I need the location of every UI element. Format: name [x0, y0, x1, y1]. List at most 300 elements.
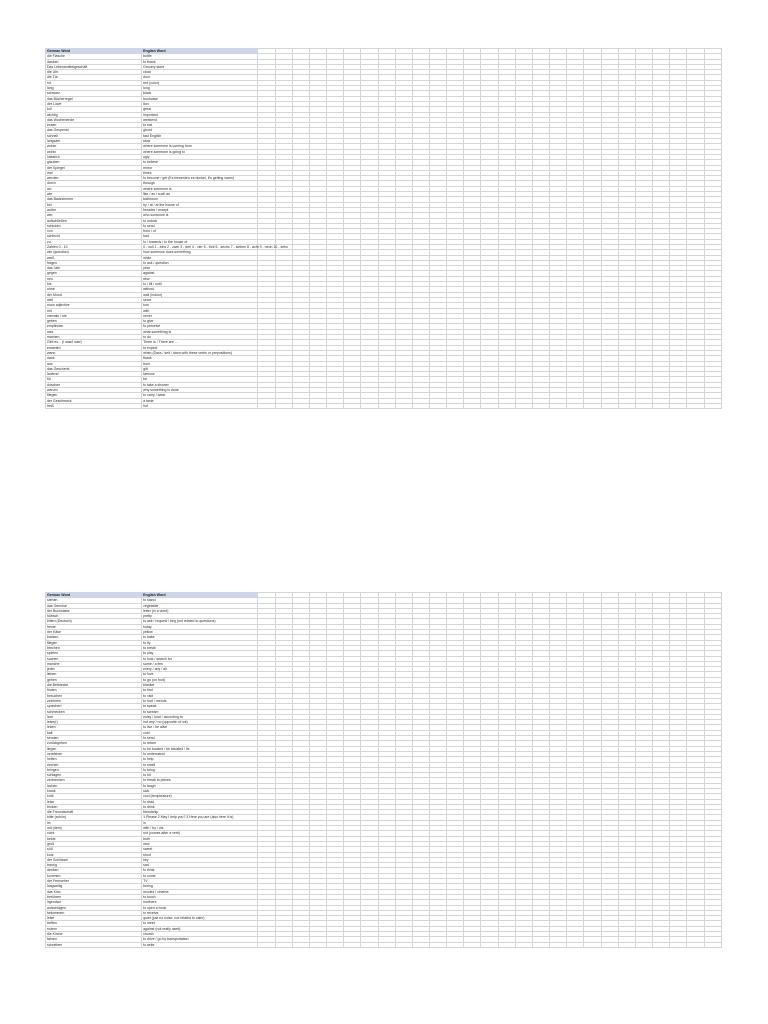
german-word-cell: zerbrechen — [46, 778, 142, 783]
english-word-cell: TV — [142, 879, 258, 884]
german-word-cell: durch — [46, 181, 142, 186]
german-word-cell: nicht — [46, 831, 142, 836]
english-word-cell: sad — [142, 863, 258, 868]
english-word-cell: to ask / question — [142, 260, 258, 265]
german-word-cell: gegen — [46, 271, 142, 276]
german-word-cell: lieben — [46, 672, 142, 677]
german-word-cell: besuchen — [46, 693, 142, 698]
english-word-cell: boring — [142, 884, 258, 889]
empty-cell — [584, 942, 601, 947]
german-word-cell: glauben — [46, 160, 142, 165]
german-word-cell: wichtig — [46, 112, 142, 117]
german-word-cell: ohne — [46, 287, 142, 292]
english-word-cell: to / towards / to the house of — [142, 239, 258, 244]
german-word-cell: fliegen — [46, 393, 142, 398]
german-word-cell: bitte (schön) — [46, 815, 142, 820]
empty-cell — [670, 942, 687, 947]
empty-cell — [687, 942, 704, 947]
german-word-cell: duschen — [46, 382, 142, 387]
german-word-cell: schwarz — [46, 91, 142, 96]
empty-cell — [344, 942, 361, 947]
german-word-cell: der Buchstabe — [46, 608, 142, 613]
english-word-cell: clock — [142, 70, 258, 75]
english-word-cell: short — [142, 852, 258, 857]
english-word-cell: to break to pieces — [142, 778, 258, 783]
german-word-cell: zeichnen — [46, 698, 142, 703]
english-word-cell: to hurt / mends — [142, 698, 258, 703]
german-word-cell: mit (dem) — [46, 826, 142, 831]
german-word-cell: rot — [46, 80, 142, 85]
english-word-cell: a taste — [142, 398, 258, 403]
header-english-word: English Word — [142, 49, 258, 54]
empty-cell — [292, 403, 309, 408]
english-word-cell: besides / except — [142, 207, 258, 212]
german-word-cell: im — [46, 820, 142, 825]
empty-cell — [550, 403, 567, 408]
german-word-cell: noun adjective — [46, 303, 142, 308]
german-word-cell: brechen — [46, 645, 142, 650]
german-word-cell: danken — [46, 59, 142, 64]
german-word-cell: laut — [46, 714, 142, 719]
english-word-cell: to meet — [142, 921, 258, 926]
german-word-cell: finden — [46, 688, 142, 693]
empty-cell — [412, 403, 429, 408]
german-word-cell: geben — [46, 319, 142, 324]
german-word-cell: senden — [46, 736, 142, 741]
english-word-cell: to smell — [142, 762, 258, 767]
empty-cell — [464, 403, 481, 408]
german-word-cell: neu — [46, 276, 142, 281]
german-word-cell: die Flasche — [46, 54, 142, 59]
german-word-cell: riechen — [46, 762, 142, 767]
english-word-cell: both — [142, 836, 258, 841]
empty-cell — [687, 403, 704, 408]
table-row — [46, 403, 722, 408]
english-word-cell: to unlock — [142, 218, 258, 223]
german-word-cell: jeder — [46, 667, 142, 672]
english-word-cell: long — [142, 86, 258, 91]
english-word-cell: who someone is — [142, 213, 258, 218]
german-word-cell: bitten (Deutsch) — [46, 619, 142, 624]
english-word-cell: to take a shower — [142, 382, 258, 387]
english-word-cell: why something is done — [142, 388, 258, 393]
german-word-cell: die Uhr — [46, 70, 142, 75]
english-word-cell: to bake — [142, 635, 258, 640]
german-word-cell: das Bücherregal — [46, 96, 142, 101]
german-word-cell: dank — [46, 356, 142, 361]
empty-cell — [481, 942, 498, 947]
empty-cell — [395, 942, 412, 947]
german-word-cell: wann — [46, 350, 142, 355]
english-word-cell: to thank — [142, 59, 258, 64]
english-word-cell: to find — [142, 688, 258, 693]
german-word-cell: lang — [46, 86, 142, 91]
english-word-cell: every / any / all — [142, 667, 258, 672]
german-word-cell: gehen — [46, 677, 142, 682]
german-word-cell: bringen — [46, 767, 142, 772]
english-word-cell: to come — [142, 873, 258, 878]
english-word-cell: tom — [142, 303, 258, 308]
english-word-cell: bookcase — [142, 96, 258, 101]
english-word-cell: to drink — [142, 804, 258, 809]
german-word-cell: werden — [46, 176, 142, 181]
german-word-cell: zurückgeben — [46, 741, 142, 746]
english-word-cell: letter (in a word) — [142, 608, 258, 613]
german-word-cell: bis — [46, 282, 142, 287]
german-word-cell: groß — [46, 841, 142, 846]
german-word-cell: das Jahr — [46, 266, 142, 271]
german-word-cell: wer — [46, 213, 142, 218]
german-word-cell: der Käse — [46, 630, 142, 635]
english-word-cell: new — [142, 841, 258, 846]
english-word-cell: since — [142, 297, 258, 302]
english-word-cell: Grocery store — [142, 64, 258, 69]
english-word-cell: cool (temperature) — [142, 794, 258, 799]
german-word-cell: denken — [46, 868, 142, 873]
empty-cell — [550, 942, 567, 947]
german-word-cell: toll — [46, 107, 142, 112]
german-word-cell: wie — [46, 192, 142, 197]
empty-cell — [275, 942, 292, 947]
english-word-cell: without — [142, 287, 258, 292]
empty-cell — [327, 403, 344, 408]
english-word-cell: yellow — [142, 630, 258, 635]
empty-cell — [447, 403, 464, 408]
header-german-word: German Word — [46, 49, 142, 54]
english-word-cell: where someone is — [142, 186, 258, 191]
english-word-cell: against — [142, 271, 258, 276]
english-word-cell: important — [142, 112, 258, 117]
german-word-cell: der Mond — [46, 292, 142, 297]
empty-cell — [670, 403, 687, 408]
empty-cell — [498, 403, 515, 408]
english-word-cell: sick — [142, 788, 258, 793]
english-word-cell: with / by / via — [142, 826, 258, 831]
english-word-cell: bottle — [142, 54, 258, 59]
table-row — [46, 942, 722, 947]
german-word-cell: berühren — [46, 894, 142, 899]
german-word-cell: die Tür — [46, 75, 142, 80]
german-word-cell: leise(r) — [46, 720, 142, 725]
english-word-cell: to carry / wear — [142, 393, 258, 398]
empty-cell — [515, 403, 532, 408]
german-word-cell: heiß — [46, 403, 142, 408]
english-word-cell: when (Dass / seit / dann with these verbs or prepositions) — [142, 350, 258, 355]
english-word-cell: mirror — [142, 165, 258, 170]
empty-cell — [344, 403, 361, 408]
german-word-cell: fliegen — [46, 640, 142, 645]
english-word-cell: through — [142, 181, 258, 186]
english-word-cell: ghost — [142, 128, 258, 133]
english-word-cell: in — [142, 820, 258, 825]
german-word-cell: wo — [46, 186, 142, 191]
english-word-cell: to think — [142, 868, 258, 873]
empty-cell — [498, 942, 515, 947]
german-word-cell: helfen — [46, 757, 142, 762]
english-word-cell: to believe — [142, 160, 258, 165]
german-word-cell: langweilig — [46, 884, 142, 889]
german-word-cell: lachen — [46, 783, 142, 788]
empty-cell — [532, 942, 549, 947]
empty-cell — [653, 403, 670, 408]
header-german-word: German Word — [46, 593, 142, 598]
english-word-cell: bad — [142, 234, 258, 239]
german-word-cell: Zahlen 0 - 10 — [46, 244, 142, 249]
english-word-cell: pretty — [142, 614, 258, 619]
german-word-cell: von — [46, 229, 142, 234]
empty-cell — [584, 403, 601, 408]
english-word-cell: by / at / at the house of — [142, 202, 258, 207]
english-word-cell: to expect — [142, 345, 258, 350]
empty-cell — [378, 942, 395, 947]
german-word-cell: backen — [46, 635, 142, 640]
empty-cell — [532, 403, 549, 408]
german-word-cell: der Schlüssel — [46, 857, 142, 862]
english-word-cell: to play — [142, 651, 258, 656]
english-word-cell: door — [142, 75, 258, 80]
english-word-cell: new — [142, 276, 258, 281]
german-word-cell: irgendwo — [46, 900, 142, 905]
empty-cell — [464, 942, 481, 947]
english-word-cell: friendship — [142, 810, 258, 815]
english-word-cell: to touch — [142, 894, 258, 899]
english-word-cell: to perceive — [142, 324, 258, 329]
german-word-cell: der Geschmack — [46, 398, 142, 403]
german-word-cell: schlecht — [46, 234, 142, 239]
german-word-cell: was — [46, 329, 142, 334]
english-word-cell: against (not really used) — [142, 926, 258, 931]
english-word-cell: for — [142, 377, 258, 382]
english-word-cell: white — [142, 255, 258, 260]
english-word-cell: wall (indoor) — [142, 292, 258, 297]
english-word-cell: to look / search for — [142, 656, 258, 661]
german-word-cell: kalt — [46, 730, 142, 735]
english-word-cell: to become / get (Es bewerden es dunkel, it's getting warm) — [142, 176, 258, 181]
empty-cell — [361, 942, 378, 947]
german-word-cell: die Kirche — [46, 932, 142, 937]
empty-cell — [447, 942, 464, 947]
german-word-cell: manche — [46, 661, 142, 666]
empty-cell — [635, 403, 652, 408]
german-word-cell: leise — [46, 916, 142, 921]
empty-cell — [395, 403, 412, 408]
german-word-cell: schnell — [46, 133, 142, 138]
german-word-cell: weil — [46, 297, 142, 302]
english-word-cell: to love — [142, 672, 258, 677]
german-word-cell: hässlich — [46, 154, 142, 159]
english-word-cell: to drive / go by transportation — [142, 937, 258, 942]
german-word-cell: sprechen — [46, 704, 142, 709]
english-word-cell: weekend — [142, 117, 258, 122]
german-word-cell: kühl — [46, 794, 142, 799]
german-word-cell: woher — [46, 144, 142, 149]
german-word-cell: stehen — [46, 598, 142, 603]
german-word-cell: die Bettdecke — [46, 683, 142, 688]
empty-cell — [412, 942, 429, 947]
english-word-cell: to ask / request / beg (not related to questions) — [142, 619, 258, 624]
english-word-cell: to scream — [142, 709, 258, 714]
header-english-word: English Word — [142, 593, 258, 598]
english-word-cell: to live / be alive — [142, 725, 258, 730]
german-word-cell: hübsch — [46, 614, 142, 619]
english-word-cell: noisy / loud / according to — [142, 714, 258, 719]
english-word-cell: black — [142, 91, 258, 96]
empty-cell — [618, 942, 635, 947]
german-word-cell: zu — [46, 239, 142, 244]
english-word-cell: never — [142, 313, 258, 318]
german-word-cell: langsam — [46, 139, 142, 144]
english-word-cell: to fly — [142, 640, 258, 645]
german-word-cell: mit — [46, 308, 142, 313]
german-word-cell: rudern — [46, 926, 142, 931]
german-word-cell: kommen — [46, 873, 142, 878]
english-word-cell: to write — [142, 942, 258, 947]
german-word-cell: heute — [46, 624, 142, 629]
english-word-cell: to send — [142, 736, 258, 741]
german-word-cell: die Freundschaft — [46, 810, 142, 815]
english-word-cell: to hit — [142, 773, 258, 778]
vocab-grid — [45, 592, 722, 948]
german-word-cell: wohin — [46, 149, 142, 154]
english-word-cell: vegetable — [142, 603, 258, 608]
german-word-cell: wie (question) — [46, 250, 142, 255]
english-word-cell: to read — [142, 799, 258, 804]
english-word-cell: how someone does something — [142, 250, 258, 255]
empty-cell — [704, 403, 721, 408]
english-word-cell: to eat — [142, 123, 258, 128]
empty-cell — [653, 942, 670, 947]
german-word-cell: aus — [46, 361, 142, 366]
english-word-cell: key — [142, 857, 258, 862]
english-word-cell: year — [142, 266, 258, 271]
empty-cell — [378, 403, 395, 408]
german-word-cell: leben — [46, 725, 142, 730]
empty-cell — [567, 942, 584, 947]
english-word-cell: to return — [142, 741, 258, 746]
german-word-cell: das Gemüse — [46, 603, 142, 608]
english-word-cell: to go (on foot) — [142, 677, 258, 682]
english-word-cell: to speak — [142, 704, 258, 709]
english-word-cell: blanket — [142, 683, 258, 688]
english-word-cell: great — [142, 107, 258, 112]
english-word-cell: to laugh — [142, 783, 258, 788]
english-word-cell: thank — [142, 356, 258, 361]
english-word-cell: to receive — [142, 910, 258, 915]
english-word-cell: not any / no (opposite of not) — [142, 720, 258, 725]
german-word-cell: warum — [46, 388, 142, 393]
english-word-cell: nowhere — [142, 900, 258, 905]
english-word-cell: ugly — [142, 154, 258, 159]
english-word-cell: bathroom — [142, 197, 258, 202]
empty-cell — [309, 403, 326, 408]
german-word-cell: treffen — [46, 921, 142, 926]
empty-cell — [567, 403, 584, 408]
german-word-cell: außer — [46, 207, 142, 212]
english-word-cell: There is / There are ... — [142, 340, 258, 345]
vocab-grid — [45, 48, 722, 409]
english-word-cell: times — [142, 170, 258, 175]
german-word-cell: trinken — [46, 804, 142, 809]
english-word-cell: lion — [142, 101, 258, 106]
german-word-cell: das Wochenende — [46, 117, 142, 122]
german-word-cell: für — [46, 377, 142, 382]
english-word-cell: from — [142, 361, 258, 366]
english-word-cell: red (color) — [142, 80, 258, 85]
empty-cell — [481, 403, 498, 408]
english-word-cell: to give — [142, 319, 258, 324]
german-word-cell: erwarten — [46, 345, 142, 350]
english-word-cell: to stand — [142, 598, 258, 603]
english-word-cell: movies / cinema — [142, 889, 258, 894]
empty-cell — [361, 403, 378, 408]
german-word-cell: beide — [46, 836, 142, 841]
german-word-cell: schmecken — [46, 709, 142, 714]
english-word-cell: with — [142, 308, 258, 313]
german-word-cell: leise — [46, 799, 142, 804]
german-word-cell: niemals / nie — [46, 313, 142, 318]
empty-cell — [327, 942, 344, 947]
german-word-cell: laufend — [46, 372, 142, 377]
german-word-cell: schreiben — [46, 942, 142, 947]
german-word-cell: machen — [46, 335, 142, 340]
german-word-cell: bei — [46, 202, 142, 207]
english-word-cell: to open a book — [142, 905, 258, 910]
german-word-cell: aufschließen — [46, 218, 142, 223]
english-word-cell: to visit — [142, 693, 258, 698]
english-word-cell: where someone is going to — [142, 149, 258, 154]
empty-cell — [309, 942, 326, 947]
empty-cell — [515, 942, 532, 947]
english-word-cell: 1 Please 2 May I help you? 3 Here you are (also here it is) — [142, 815, 258, 820]
english-word-cell: to understand — [142, 751, 258, 756]
german-word-cell: schicken — [46, 223, 142, 228]
english-word-cell: 0 - null 1 - eins 2 - zwei 3 - drei 4 - vier 5 - fünf 6 - sechs 7 - sieben 8 - acht 9 - neun 10 - zehn — [143, 244, 289, 249]
empty-cell — [275, 403, 292, 408]
empty-cell — [601, 942, 618, 947]
german-word-cell: der Spiegel — [46, 165, 142, 170]
english-word-cell: where someone is coming from — [142, 144, 258, 149]
english-word-cell: cold — [142, 730, 258, 735]
english-word-cell: quiet (just no noise, not related to calm) — [142, 916, 258, 921]
german-word-cell: suchen — [46, 656, 142, 661]
empty-cell — [430, 403, 447, 408]
english-word-cell: famous — [142, 372, 258, 377]
english-word-cell: gift — [142, 366, 258, 371]
german-word-cell: empfinden — [46, 324, 142, 329]
empty-cell — [258, 403, 275, 408]
english-word-cell: sweet — [142, 847, 258, 852]
german-word-cell: fahren — [46, 937, 142, 942]
german-word-cell: bekommen — [46, 910, 142, 915]
english-word-cell: what something is — [142, 329, 258, 334]
german-word-cell: süß — [46, 847, 142, 852]
english-word-cell: hot — [142, 403, 258, 408]
empty-cell — [704, 942, 721, 947]
english-word-cell: like / as / such as — [142, 192, 258, 197]
empty-cell — [292, 942, 309, 947]
german-word-cell: schlagen — [46, 773, 142, 778]
sheet-table-1 — [45, 48, 722, 409]
german-word-cell: essen — [46, 123, 142, 128]
german-word-cell: Gibt es... (I was/I saw) — [46, 340, 142, 345]
german-word-cell: fragen — [46, 260, 142, 265]
english-word-cell: from / of — [142, 229, 258, 234]
german-word-cell: spielen — [46, 651, 142, 656]
german-word-cell: das Geschenk — [46, 366, 142, 371]
english-word-cell: today — [142, 624, 258, 629]
english-word-cell: to be located / be situated / lie — [142, 746, 258, 751]
english-word-cell: not (comes after a verb) — [142, 831, 258, 836]
